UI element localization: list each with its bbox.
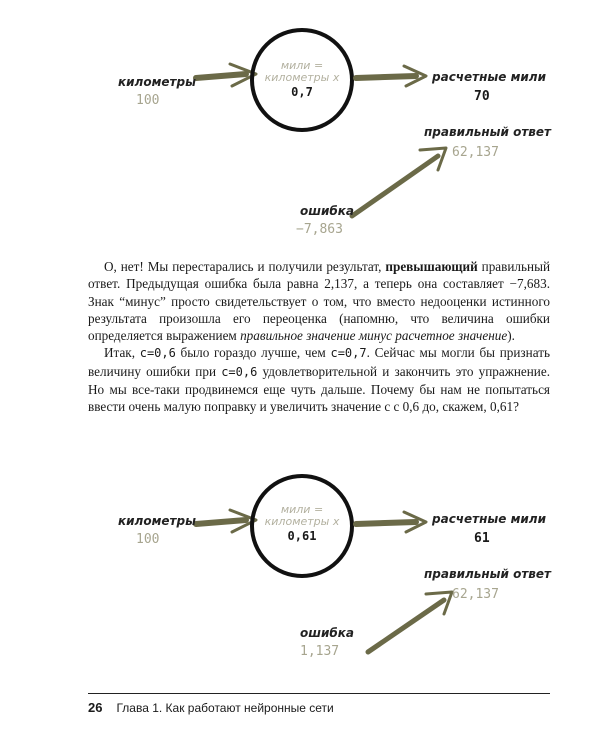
output-value: 61 (474, 531, 490, 546)
input-label: километры (118, 75, 196, 89)
correct-value: 62,137 (452, 145, 499, 160)
chapter-title: Глава 1. Как работают нейронные сети (116, 701, 334, 715)
error-label: ошибка (300, 204, 355, 218)
correct-label: правильный ответ (424, 567, 551, 581)
input-label: километры (118, 514, 196, 528)
input-arrow (196, 74, 246, 78)
output-arrow (356, 76, 416, 78)
output-label: расчетные мили (432, 70, 547, 84)
page-number: 26 (88, 700, 103, 715)
error-arrow (352, 156, 438, 216)
error-value: −7,863 (296, 222, 343, 237)
input-value: 100 (136, 532, 160, 547)
input-arrow (196, 520, 246, 524)
input-value: 100 (136, 93, 160, 108)
paragraph-1: О, нет! Мы перестарались и получили результат, превышающий правильный ответ. Предыдущая ошибка была равна 2,137, а теперь она составляет −7,683. Знак “минус” просто свидетельствует о том, что вместо недооценки истинного результата произошла его переоценка (напомню, что величина ошибки определяется выражением правильное значение минус расчетное значение). (88, 259, 550, 344)
correct-value: 62,137 (452, 587, 499, 602)
node-c-value: 0,7 (291, 85, 313, 99)
output-label: расчетные мили (432, 512, 547, 526)
correct-label: правильный ответ (424, 125, 551, 139)
error-value: 1,137 (300, 644, 340, 659)
paragraph-2: Итак, с=0,6 было гораздо лучше, чем с=0,7. Сейчас мы могли бы признать величину ошибки при с=0,6 удовлетворительной и закончить это упражнение. Но мы все-таки продвинемся еще чуть дальше. Почему бы нам не попытаться ввести очень малую поправку и увеличить значение с с 0,6 до, скажем, 0,61? (88, 345, 550, 415)
output-value: 70 (474, 89, 490, 104)
neuron-diagram-c-0-61 (0, 466, 600, 686)
body-text (88, 258, 550, 416)
output-arrow (356, 522, 416, 524)
page-footer (88, 693, 550, 715)
node-formula-line2: километры x (264, 71, 340, 84)
node-c-value: 0,61 (287, 529, 317, 543)
node-formula-line1: мили = (280, 503, 324, 516)
neuron-diagram-c-0-7 (0, 20, 600, 240)
node-formula-line1: мили = (280, 59, 324, 72)
node-formula-line2: километры x (264, 515, 340, 528)
error-label: ошибка (300, 626, 355, 640)
error-arrow (368, 600, 444, 652)
